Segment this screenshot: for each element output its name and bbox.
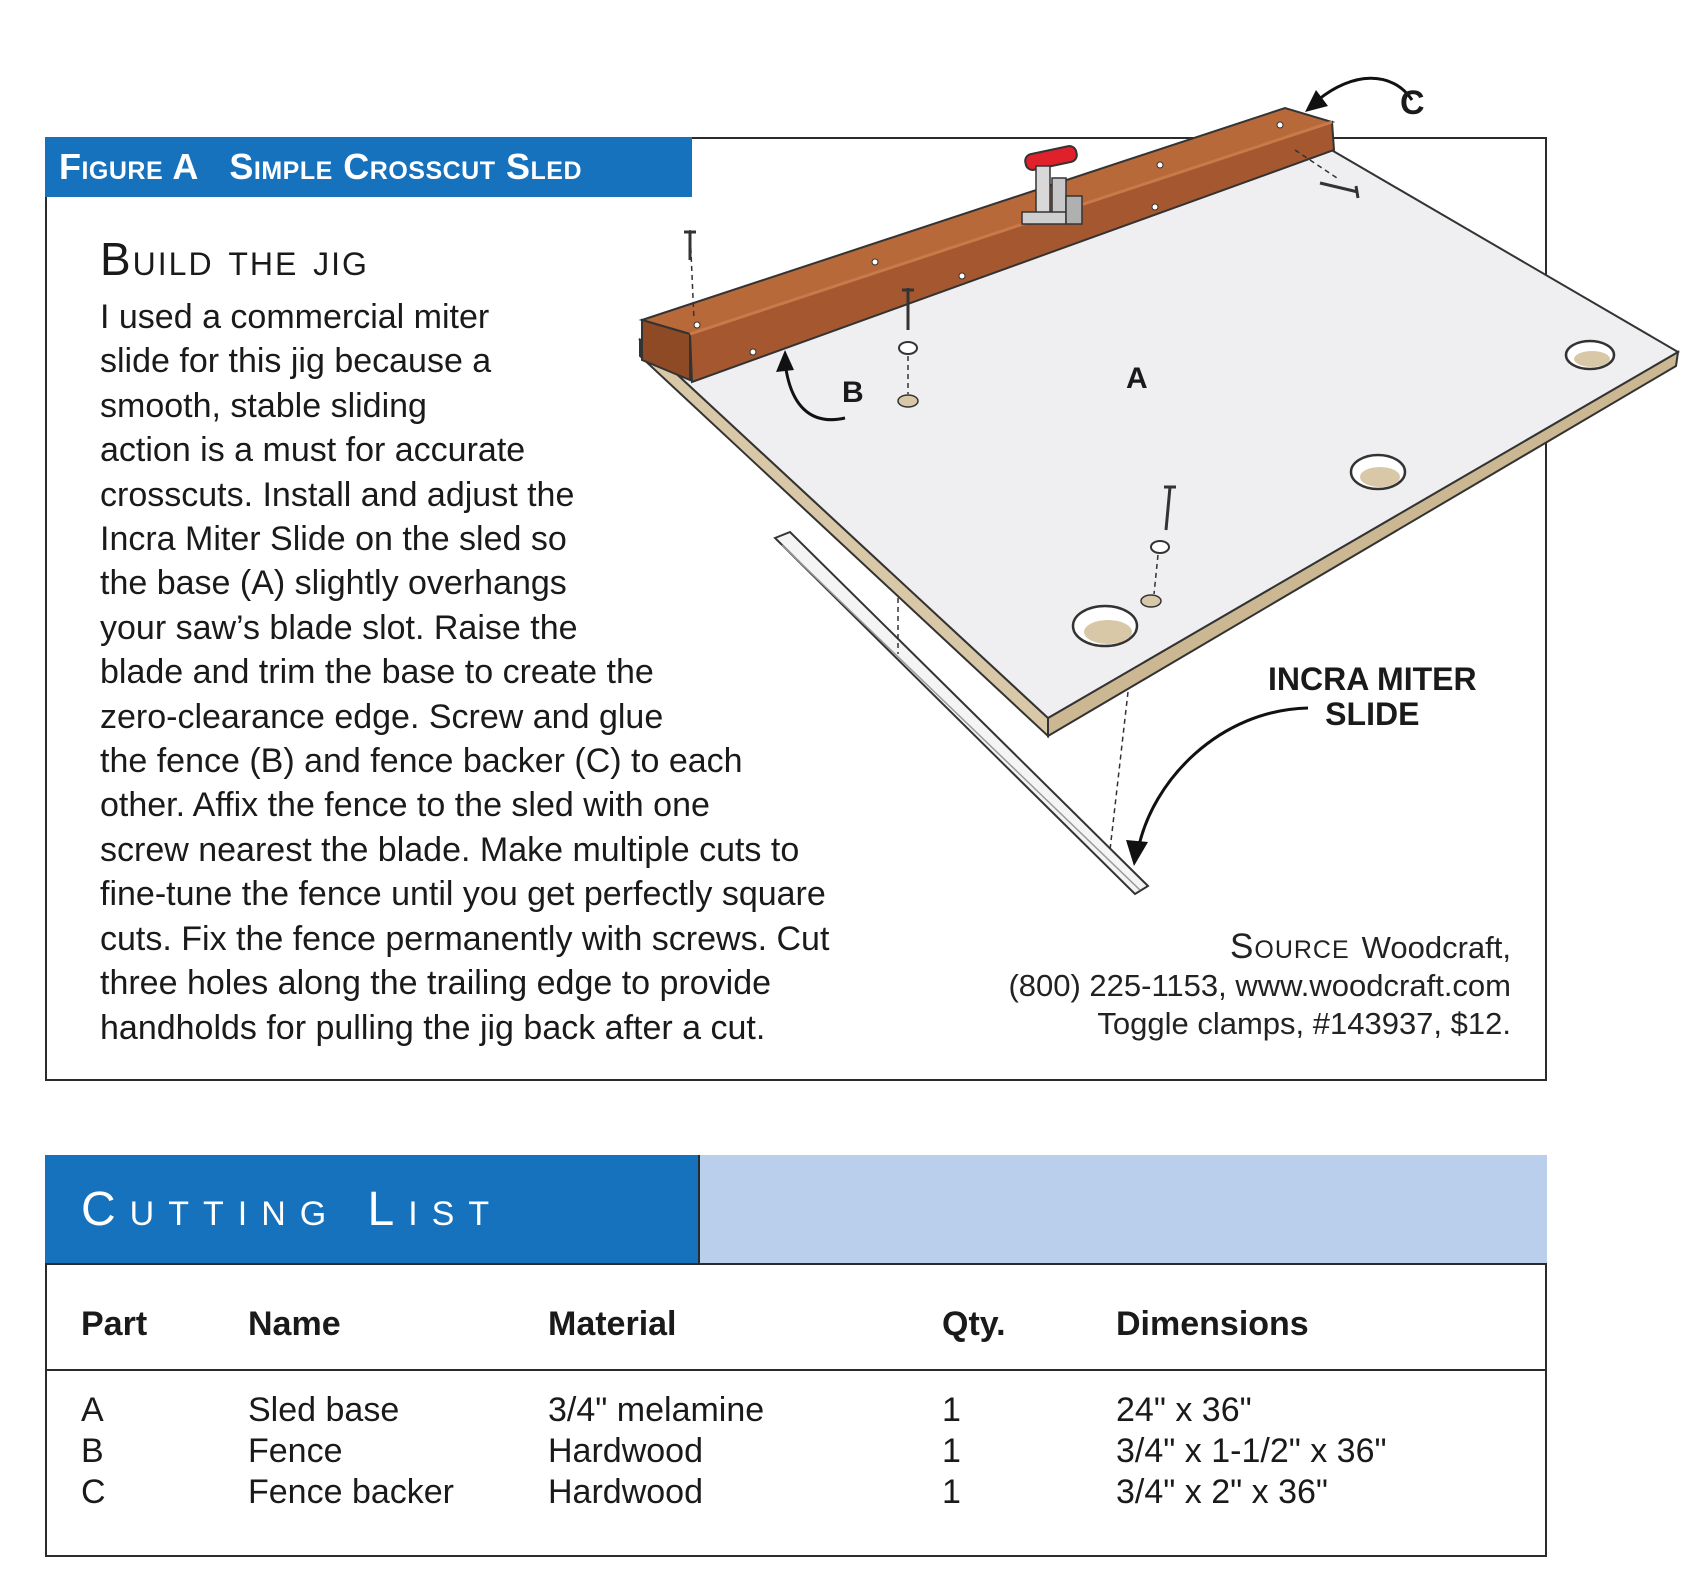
miter-slide-label-line-1: INCRA MITER [1268,661,1477,697]
body-line: blade and trim the base to create the [100,653,654,692]
row-c-material: Hardwood [548,1473,703,1511]
row-a-name: Sled base [248,1391,400,1429]
body-line: your saw’s blade slot. Raise the [100,608,578,647]
row-b-dimensions: 3/4" x 1-1/2" x 36" [1116,1432,1387,1470]
body-line: the base (A) slightly overhangs [100,564,567,603]
callout-c-arrow [1318,78,1412,100]
body-line: zero-clearance edge. Screw and glue [100,697,664,736]
col-head-name: Name [248,1305,341,1343]
col-head-dimensions: Dimensions [1116,1305,1309,1343]
build-heading: Build the jig [100,233,369,285]
col-head-material: Material [548,1305,677,1343]
source-line-1 [1008,928,1511,967]
screw-icon [1157,162,1163,168]
cutting-list-title: Cutting List [45,1155,700,1265]
miter-slide-label-line-2: SLIDE [1325,696,1420,732]
source-item: Toggle clamps, #143937, $12. [1097,1006,1511,1041]
source-block [1008,928,1511,1043]
arrow-head-icon [1126,840,1148,866]
source-label: Source [1230,927,1350,966]
figure-label: Figure A [59,146,199,187]
row-b-qty: 1 [942,1432,961,1470]
screw-icon [872,259,878,265]
body-line: crosscuts. Install and adjust the [100,475,575,514]
col-head-qty: Qty. [942,1305,1006,1343]
row-c-dimensions: 3/4" x 2" x 36" [1116,1473,1328,1511]
callout-c: C [1400,84,1425,122]
screw-icon [1152,204,1158,210]
screw-icon [959,273,965,279]
body-line: Incra Miter Slide on the sled so [100,520,567,559]
row-a-material: 3/4" melamine [548,1391,765,1429]
body-line: screw nearest the blade. Make multiple cuts to [100,830,800,869]
hole-icon [1574,351,1610,367]
row-a-dimensions: 24" x 36" [1116,1391,1252,1429]
body-line: fine-tune the fence until you get perfectly square [100,875,826,914]
row-c-name: Fence backer [248,1473,454,1511]
source-contact: (800) 225-1153, www.woodcraft.com [1008,968,1511,1003]
row-c-part: C [81,1473,106,1511]
body-line: I used a commercial miter [100,298,490,336]
row-a-qty: 1 [942,1391,961,1429]
hole-icon [1360,467,1400,487]
screw-icon [1277,122,1283,128]
figure-title-tab [45,137,692,197]
body-line: action is a must for accurate [100,431,526,470]
row-b-part: B [81,1432,104,1470]
build-body-text [100,295,829,1050]
row-a-part: A [81,1391,104,1429]
screw-hole-icon [1141,595,1161,607]
row-b-material: Hardwood [548,1432,703,1470]
body-line: other. Affix the fence to the sled with one [100,786,710,825]
miter-slide-label [1268,662,1477,732]
screw-hole-icon [898,395,918,407]
body-line: slide for this jig because a [100,342,492,381]
callout-b: B [842,376,864,409]
row-b-name: Fence [248,1432,343,1470]
figure-title: Simple Crosscut Sled [229,146,583,187]
hole-icon [1084,620,1132,644]
row-c-qty: 1 [942,1473,961,1511]
callout-a: A [1126,362,1148,395]
source-company: Woodcraft, [1361,930,1511,965]
body-line: cuts. Fix the fence permanently with screws. Cut [100,919,830,958]
body-line: smooth, stable sliding [100,386,427,425]
body-line: the fence (B) and fence backer (C) to each [100,742,743,781]
body-line: three holes along the trailing edge to provide [100,964,772,1003]
col-head-part: Part [81,1305,148,1343]
body-line: handholds for pulling the jig back after a cut. [100,1008,766,1047]
